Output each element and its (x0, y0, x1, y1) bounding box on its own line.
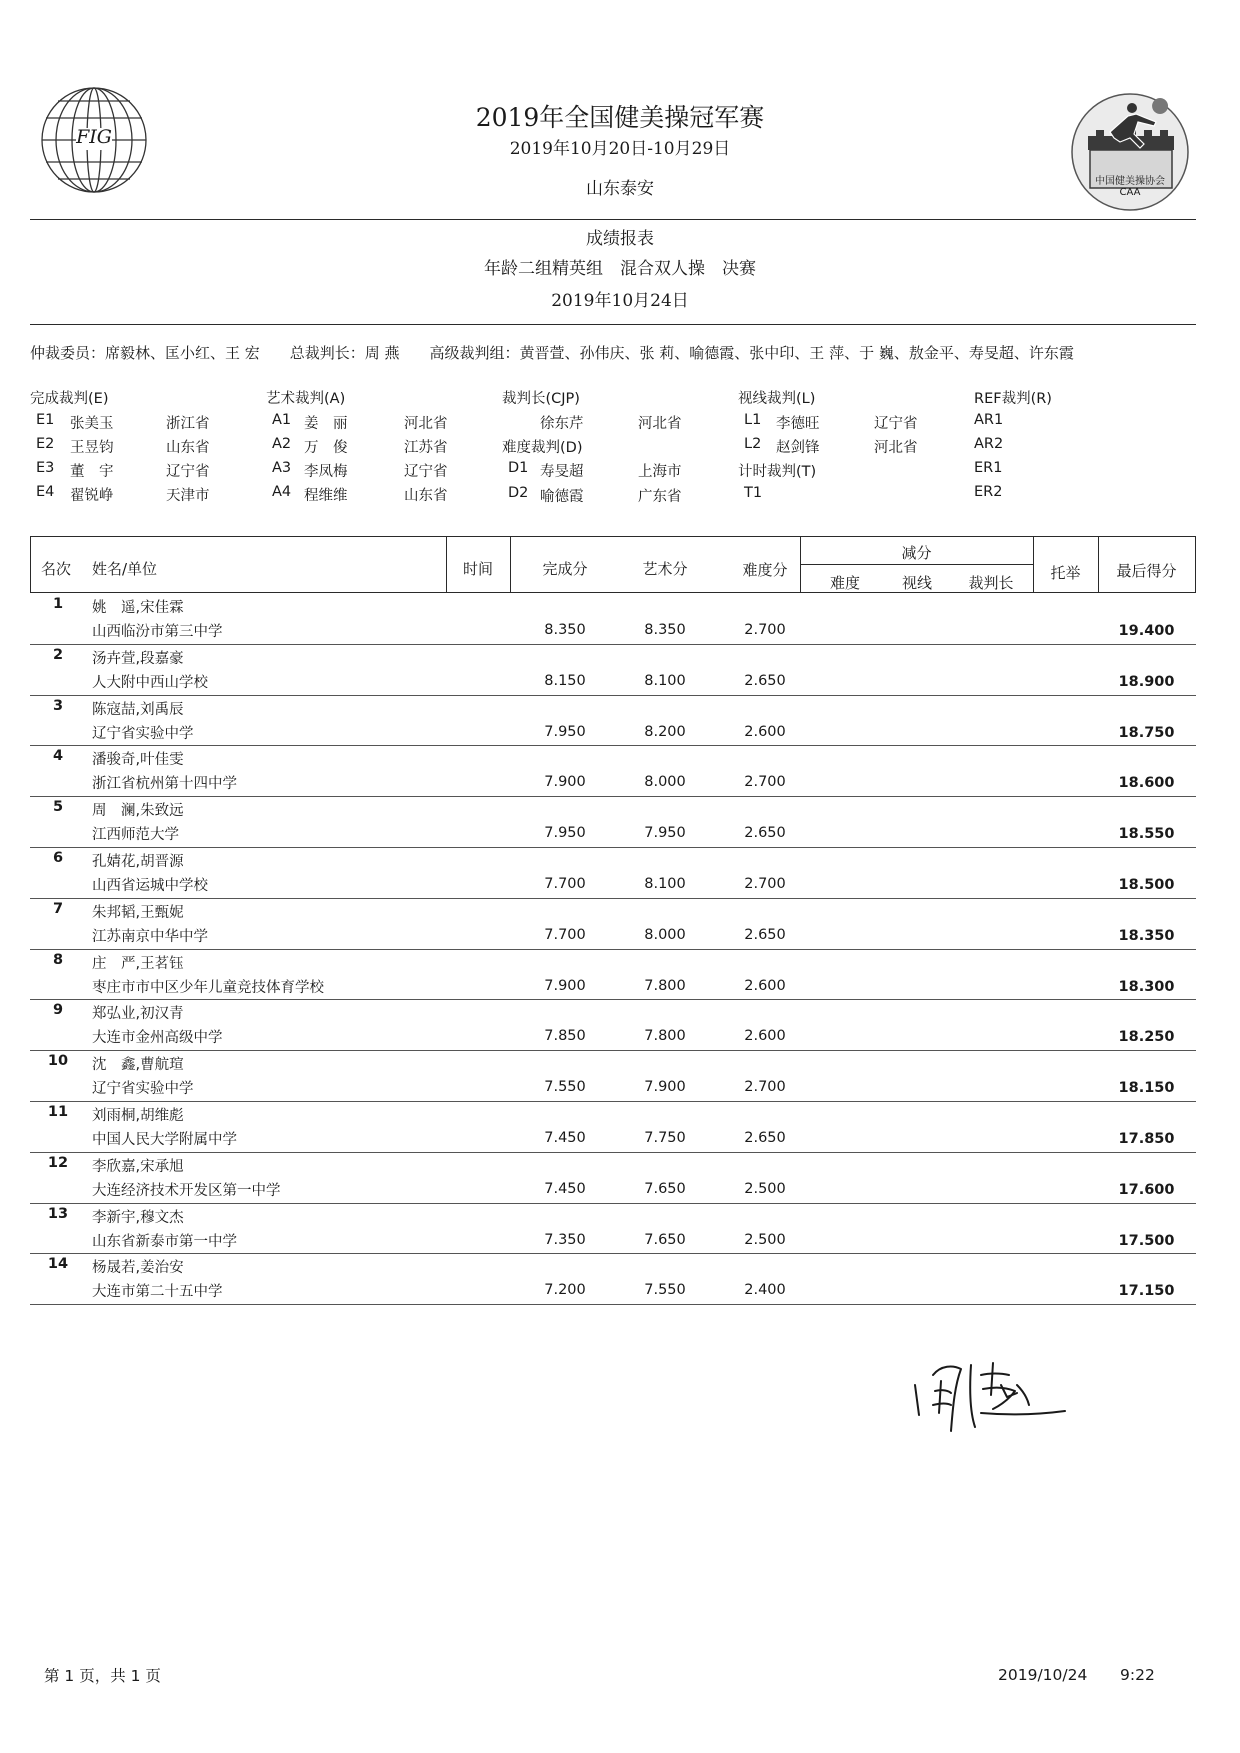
unit-cell: 中国人民大学附属中学 (92, 1132, 237, 1148)
col-difficulty-header: 难度分 (742, 561, 788, 579)
unit-cell: 山西临汾市第三中学 (92, 624, 223, 640)
unit-cell: 浙江省杭州第十四中学 (92, 776, 237, 793)
officials-divider (30, 324, 1196, 325)
difficulty-score-cell: 2.700 (744, 774, 786, 791)
judge-name: 李凤梅 (304, 464, 348, 480)
difficulty-score-cell: 2.600 (744, 723, 786, 740)
difficulty-score-cell: 2.400 (744, 1282, 786, 1299)
athlete-names-cell: 沈 鑫,曹航瑄 (92, 1057, 184, 1074)
difficulty-score-cell: 2.650 (744, 926, 786, 943)
judges-l-header: 视线裁判(L) (738, 391, 816, 407)
rank-cell: 1 (52, 596, 64, 612)
judge-name: 赵剑锋 (776, 440, 820, 456)
col-ded-line-header: 视线 (901, 574, 932, 592)
unit-cell: 大连经济技术开发区第一中学 (92, 1182, 281, 1199)
judge-province: 河北省 (874, 440, 918, 456)
judges-ref-header: REF裁判(R) (974, 391, 1052, 407)
report-title: 成绩报表 (586, 229, 654, 249)
page-number: 第 1 页，共 1 页 (44, 1667, 161, 1685)
artistic-score-cell: 8.200 (644, 723, 686, 740)
judge-province: 浙江省 (166, 416, 210, 432)
execution-score-cell: 7.900 (544, 977, 586, 994)
rank-cell: 9 (52, 1002, 64, 1019)
artistic-score-cell: 7.800 (644, 977, 686, 994)
row-divider (30, 1304, 1196, 1305)
caa-logo-abbr: CAA (1119, 187, 1141, 198)
col-final-header: 最后得分 (1116, 562, 1177, 580)
ref-judge-code: AR1 (974, 412, 1004, 428)
judges-a-header: 艺术裁判(A) (266, 391, 346, 407)
col-name-header: 姓名/单位 (92, 560, 158, 578)
judge-province: 山东省 (166, 440, 210, 456)
judge-province: 辽宁省 (166, 464, 210, 480)
signature (905, 1335, 1075, 1445)
table-top-border (30, 536, 1196, 537)
judge-code: E2 (36, 436, 55, 452)
artistic-score-cell: 7.750 (644, 1130, 686, 1146)
event-date: 2019年10月24日 (551, 291, 689, 311)
row-divider (30, 1101, 1196, 1102)
difficulty-score-cell: 2.700 (744, 876, 786, 892)
final-score-cell: 17.500 (1118, 1232, 1175, 1249)
rank-cell: 7 (52, 900, 64, 917)
judge-name: 李德旺 (776, 416, 820, 432)
difficulty-score-cell: 2.600 (744, 1028, 786, 1045)
final-score-cell: 18.500 (1118, 877, 1175, 893)
ref-judge-code: AR2 (974, 436, 1004, 452)
judge-province: 辽宁省 (874, 416, 918, 432)
row-divider (30, 1152, 1196, 1153)
athlete-names-cell: 杨晟若,姜治安 (92, 1260, 184, 1277)
page-title: 2019年全国健美操冠军赛 (475, 103, 765, 132)
judge-t-code: T1 (744, 485, 763, 501)
athlete-names-cell: 刘雨桐,胡维彪 (92, 1108, 184, 1124)
col-time-header: 时间 (462, 560, 493, 578)
col-artistic-header: 艺术分 (642, 560, 688, 578)
judge-province: 天津市 (166, 488, 210, 504)
unit-cell: 山东省新泰市第一中学 (92, 1233, 237, 1250)
col-execution-header: 完成分 (542, 560, 588, 578)
difficulty-score-cell: 2.700 (744, 1079, 786, 1096)
judge-code: E3 (36, 460, 55, 476)
row-divider (30, 999, 1196, 1000)
col-rank-header: 名次 (40, 560, 71, 578)
rank-cell: 6 (52, 850, 64, 866)
col-ded-cjp-header: 裁判长 (968, 574, 1014, 592)
athlete-names-cell: 郑弘业,初汉青 (92, 1006, 184, 1023)
judge-code: E4 (36, 484, 55, 500)
artistic-score-cell: 7.650 (644, 1231, 686, 1248)
cjp-name: 徐东芹 (540, 416, 584, 432)
unit-cell: 大连市金州高级中学 (92, 1030, 223, 1047)
execution-score-cell: 7.200 (544, 1282, 586, 1299)
athlete-names-cell: 李新宇,穆文杰 (92, 1209, 184, 1226)
judges-e-header: 完成裁判(E) (30, 391, 109, 407)
athlete-names-cell: 汤卉萱,段嘉豪 (92, 650, 184, 667)
signature-icon (905, 1335, 1075, 1445)
judge-province: 广东省 (638, 489, 682, 505)
judge-name: 万 俊 (304, 440, 348, 456)
final-score-cell: 18.150 (1118, 1080, 1175, 1097)
final-score-cell: 18.900 (1118, 673, 1175, 690)
judge-code: A3 (272, 460, 292, 476)
artistic-score-cell: 7.650 (644, 1180, 686, 1197)
competition-venue: 山东泰安 (586, 179, 654, 199)
judge-code: A4 (272, 484, 292, 500)
execution-score-cell: 7.700 (544, 876, 586, 892)
rank-cell: 8 (52, 951, 64, 968)
execution-score-cell: 7.700 (544, 926, 586, 943)
rank-cell: 2 (52, 646, 64, 663)
athlete-names-cell: 朱邦韬,王甄妮 (92, 904, 184, 921)
artistic-score-cell: 8.000 (644, 926, 686, 943)
judge-name: 寿旻超 (540, 464, 584, 480)
col-ded-difficulty-header: 难度 (829, 574, 860, 592)
execution-score-cell: 7.900 (544, 774, 586, 791)
competition-dates: 2019年10月20日-10月29日 (509, 139, 731, 159)
judge-code: A1 (272, 412, 292, 428)
final-score-cell: 19.400 (1118, 623, 1175, 639)
table-border-right (1195, 536, 1196, 592)
rank-cell: 4 (52, 748, 64, 765)
judge-province: 江苏省 (404, 440, 448, 456)
deductions-subheader-line (800, 564, 1033, 565)
execution-score-cell: 7.950 (544, 825, 586, 842)
col-divider-execution (510, 536, 511, 592)
rank-cell: 3 (52, 697, 64, 714)
execution-score-cell: 7.350 (544, 1231, 586, 1248)
execution-score-cell: 7.850 (544, 1028, 586, 1045)
final-score-cell: 18.300 (1118, 978, 1175, 995)
difficulty-score-cell: 2.600 (744, 977, 786, 994)
table-border-left (30, 536, 31, 592)
difficulty-score-cell: 2.650 (744, 1130, 786, 1146)
artistic-score-cell: 8.100 (644, 876, 686, 892)
col-lifts-header: 托举 (1050, 564, 1081, 582)
execution-score-cell: 7.950 (544, 723, 586, 740)
execution-score-cell: 7.450 (544, 1180, 586, 1197)
judge-name: 王昱钧 (70, 440, 114, 456)
judge-name: 姜 丽 (304, 416, 348, 432)
judge-province: 山东省 (404, 488, 448, 504)
event-name: 年龄二组精英组 混合双人操 决赛 (484, 259, 756, 279)
difficulty-score-cell: 2.650 (744, 825, 786, 842)
athlete-names-cell: 姚 遥,宋佳霖 (92, 600, 184, 616)
judge-code: L1 (744, 412, 762, 428)
execution-score-cell: 7.550 (544, 1079, 586, 1096)
artistic-score-cell: 8.350 (644, 622, 686, 638)
print-time: 9:22 (1120, 1666, 1155, 1684)
officials-line: 仲裁委员：席毅林、匡小红、王 宏 总裁判长：周 燕 高级裁判组：黄晋萱、孙伟庆、张 莉、喻德霞、张中印、王 萍、于 巍、敖金平、寿旻超、许东霞 (30, 344, 1074, 362)
final-score-cell: 18.600 (1118, 775, 1175, 792)
final-score-cell: 18.350 (1118, 927, 1175, 944)
athlete-names-cell: 陈寇喆,刘禹辰 (92, 701, 184, 718)
artistic-score-cell: 7.900 (644, 1079, 686, 1096)
row-divider (30, 644, 1196, 645)
judges-cjp-header: 裁判长(CJP) (502, 391, 580, 407)
artistic-score-cell: 8.100 (644, 672, 686, 689)
judge-code: L2 (744, 436, 762, 452)
header-divider (30, 219, 1196, 220)
row-divider (30, 796, 1196, 797)
judges-d-header: 难度裁判(D) (502, 440, 583, 456)
final-score-cell: 18.750 (1118, 724, 1175, 741)
row-divider (30, 1253, 1196, 1254)
judge-name: 张美玉 (70, 416, 114, 432)
athlete-names-cell: 周 澜,朱致远 (92, 803, 184, 820)
artistic-score-cell: 7.800 (644, 1028, 686, 1045)
judge-code: A2 (272, 436, 292, 452)
judge-province: 河北省 (404, 416, 448, 432)
col-deductions-header: 减分 (901, 544, 932, 562)
difficulty-score-cell: 2.500 (744, 1231, 786, 1248)
cjp-province: 河北省 (638, 416, 682, 432)
row-divider (30, 745, 1196, 746)
row-divider (30, 898, 1196, 899)
row-divider (30, 695, 1196, 696)
final-score-cell: 18.250 (1118, 1029, 1175, 1046)
rank-cell: 10 (47, 1053, 69, 1070)
caa-logo-name: 中国健美操协会 (1095, 176, 1165, 187)
execution-score-cell: 8.150 (544, 672, 586, 689)
unit-cell: 江苏南京中华中学 (92, 928, 208, 945)
athlete-names-cell: 孔婧花,胡晋源 (92, 854, 184, 870)
final-score-cell: 18.550 (1118, 826, 1175, 843)
row-divider (30, 1203, 1196, 1204)
unit-cell: 山西省运城中学校 (92, 878, 208, 894)
judge-name: 喻德霞 (540, 489, 584, 505)
row-divider (30, 1050, 1196, 1051)
final-score-cell: 17.150 (1118, 1283, 1175, 1300)
final-score-cell: 17.600 (1118, 1181, 1175, 1198)
execution-score-cell: 7.450 (544, 1130, 586, 1146)
unit-cell: 人大附中西山学校 (92, 674, 208, 691)
artistic-score-cell: 7.950 (644, 825, 686, 842)
judge-code: D1 (508, 460, 529, 476)
judge-code: E1 (36, 412, 55, 428)
unit-cell: 辽宁省实验中学 (92, 1081, 194, 1098)
athlete-names-cell: 潘骏奇,叶佳雯 (92, 752, 184, 769)
row-divider (30, 847, 1196, 848)
unit-cell: 大连市第二十五中学 (92, 1284, 223, 1301)
artistic-score-cell: 7.550 (644, 1282, 686, 1299)
rank-cell: 12 (47, 1154, 69, 1171)
difficulty-score-cell: 2.700 (744, 622, 786, 638)
final-score-cell: 17.850 (1118, 1131, 1175, 1147)
athlete-names-cell: 庄 严,王茗钰 (92, 955, 184, 972)
judges-t-header: 计时裁判(T) (738, 464, 817, 480)
print-date: 2019/10/24 (998, 1666, 1088, 1684)
judge-code: D2 (508, 485, 529, 501)
artistic-score-cell: 8.000 (644, 774, 686, 791)
judge-name: 翟锐峥 (70, 488, 114, 504)
unit-cell: 枣庄市市中区少年儿童竞技体育学校 (92, 979, 324, 996)
judge-name: 董 宇 (70, 464, 114, 480)
judge-name: 程维维 (304, 488, 348, 504)
row-divider (30, 949, 1196, 950)
judge-province: 辽宁省 (404, 464, 448, 480)
ref-judge-code: ER2 (974, 484, 1003, 500)
difficulty-score-cell: 2.500 (744, 1180, 786, 1197)
rank-cell: 5 (52, 799, 64, 816)
judge-province: 上海市 (638, 464, 682, 480)
fig-logo-text: FIG (76, 126, 112, 148)
rank-cell: 11 (47, 1104, 69, 1120)
rank-cell: 13 (47, 1205, 69, 1222)
rank-cell: 14 (47, 1256, 69, 1273)
ref-judge-code: ER1 (974, 460, 1003, 476)
difficulty-score-cell: 2.650 (744, 672, 786, 689)
athlete-names-cell: 李欣嘉,宋承旭 (92, 1158, 184, 1175)
execution-score-cell: 8.350 (544, 622, 586, 638)
unit-cell: 江西师范大学 (92, 827, 179, 844)
unit-cell: 辽宁省实验中学 (92, 725, 194, 742)
